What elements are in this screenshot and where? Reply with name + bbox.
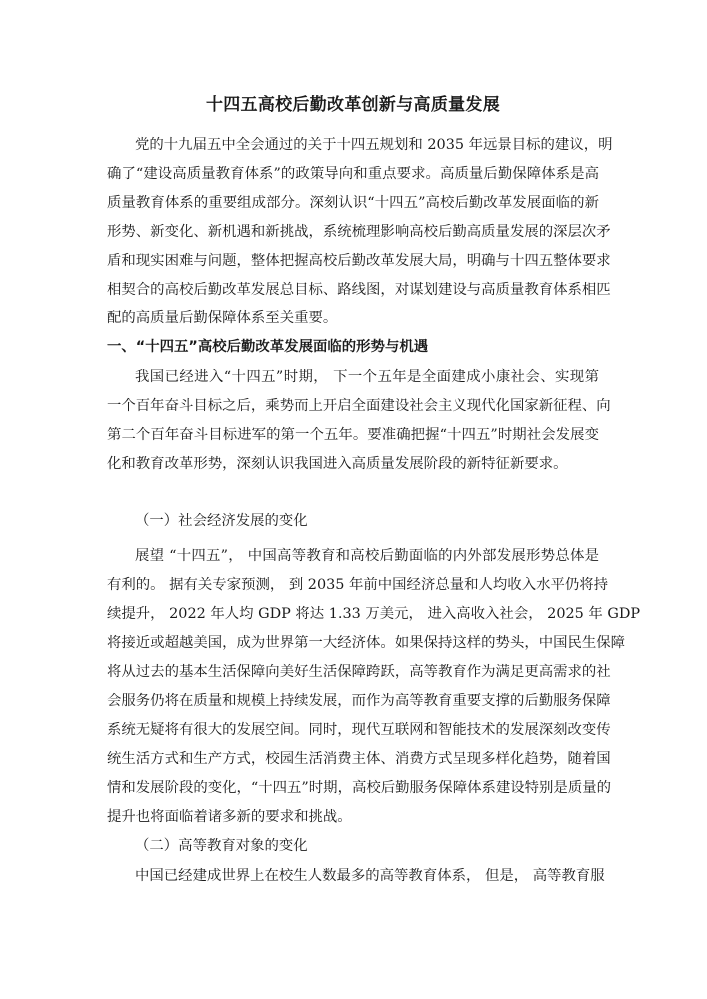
paragraph-line: 会服务仍将在质量和规模上持续发展，而作为高等教育重要支撑的后勤服务保障 [107,693,611,709]
paragraph-line: 提升也将面临着诸多新的要求和挑战。 [107,809,352,825]
paragraph-line: 党的十九届五中全会通过的关于十四五规划和 2035 年远景目标的建议，明 [135,137,613,153]
subsection-heading: （二）高等教育对象的变化 [135,838,308,854]
subsection-heading: （一）社会经济发展的变化 [135,513,308,529]
paragraph-line: 续提升， 2022 年人均 GDP 将达 1.33 万美元， 进入高收入社会， 2025 年 GDP [107,606,641,622]
paragraph-line: 相契合的高校后勤改革发展总目标、路线图，对谋划建设与高质量教育体系相匹 [107,282,611,298]
paragraph-line: 我国已经进入“十四五”时期， 下一个五年是全面建成小康社会、实现第 [135,369,599,385]
paragraph-line: 质量教育体系的重要组成部分。深刻认识“十四五”高校后勤改革发展面临的新 [107,195,599,211]
paragraph-line: 配的高质量后勤保障体系至关重要。 [107,310,338,326]
paragraph-line: 确了“建设高质量教育体系”的政策导向和重点要求。高质量后勤保障体系是高 [107,166,599,182]
document-title: 十四五高校后勤改革创新与高质量发展 [205,95,501,115]
paragraph-line: 将从过去的基本生活保障向美好生活保障跨跃，高等教育作为满足更高需求的社 [107,664,611,680]
paragraph-line: 一个百年奋斗目标之后，乘势而上开启全面建设社会主义现代化国家新征程、向 [107,398,611,414]
section-heading: 一、“十四五”高校后勤改革发展面临的形势与机遇 [107,339,429,355]
paragraph-line: 有利的。 据有关专家预测， 到 2035 年前中国经济总量和人均收入水平仍将持 [107,577,609,593]
paragraph-line: 展望 “十四五”， 中国高等教育和高校后勤面临的内外部发展形势总体是 [135,548,599,564]
paragraph-line: 中国已经建成世界上在校生人数最多的高等教育体系， 但是， 高等教育服 [135,868,605,884]
paragraph-line: 情和发展阶段的变化，“十四五”时期，高校后勤服务保障体系建设特别是质量的 [107,780,611,796]
paragraph-line: 第二个百年奋斗目标进军的第一个五年。要准确把握“十四五”时期社会发展变 [107,427,599,443]
paragraph-line: 盾和现实困难与问题，整体把握高校后勤改革发展大局，明确与十四五整体要求 [107,253,611,269]
paragraph-line: 形势、新变化、新机遇和新挑战，系统梳理影响高校后勤高质量发展的深层次矛 [107,224,611,240]
paragraph-line: 统生活方式和生产方式，校园生活消费主体、消费方式呈现多样化趋势，随着国 [107,751,611,767]
paragraph-line: 化和教育改革形势，深刻认识我国进入高质量发展阶段的新特征新要求。 [107,456,568,472]
paragraph-line: 系统无疑将有很大的发展空间。同时，现代互联网和智能技术的发展深刻改变传 [107,722,611,738]
paragraph-line: 将接近或超越美国，成为世界第一大经济体。如果保持这样的势头，中国民生保障 [107,635,626,651]
